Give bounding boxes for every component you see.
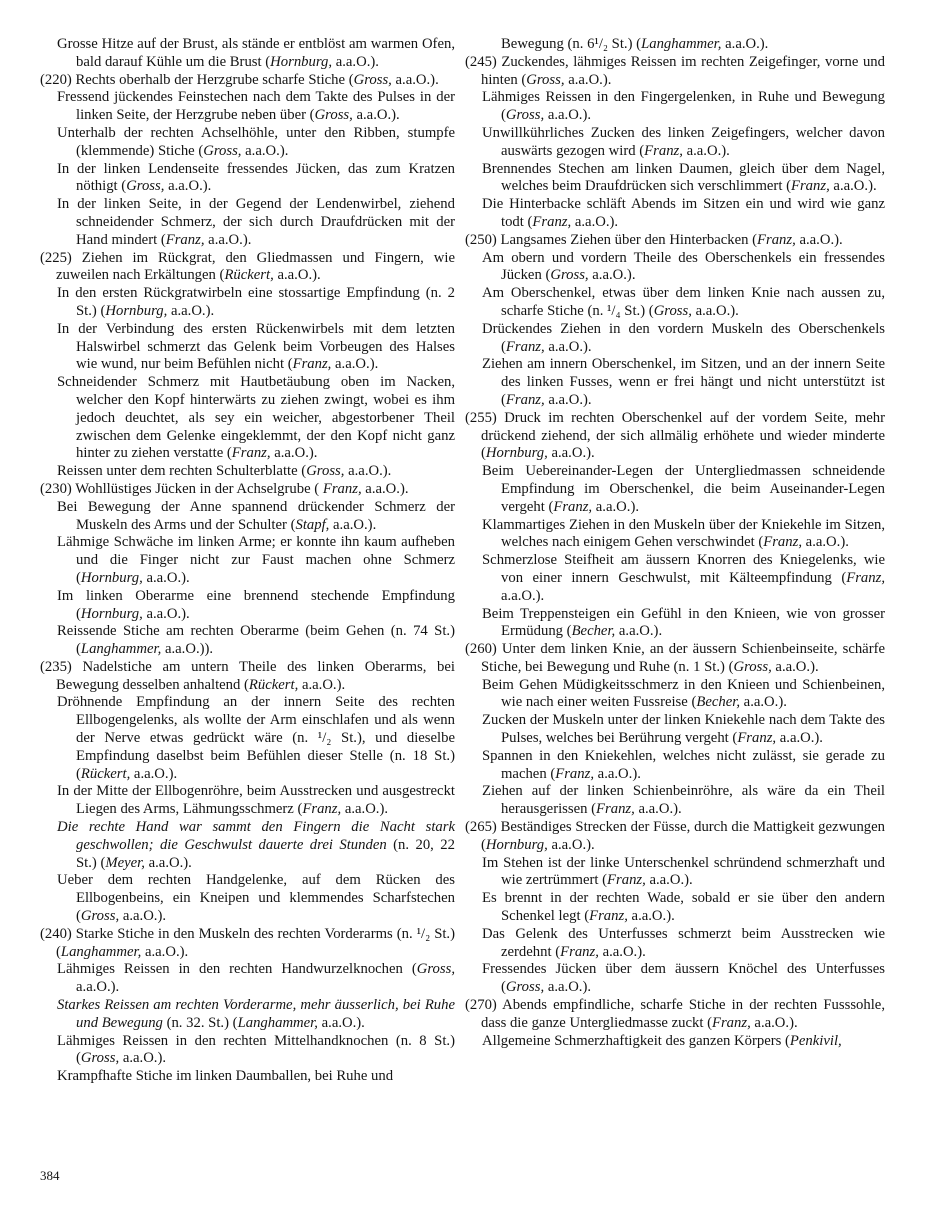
symptom-text: Schneidender Schmerz mit Hautbetäubung oben im Nacken, welcher den Kopf hinterwärts zu ziehen zwingt, wobei es ihm jedoch deuchtet, als sey ein weicher, abgestorbener Theil zwischen dem Gelenke eingeklemmt, der den Kopf nicht ganz hinter zu ziehen verstatte ( bbox=[57, 374, 455, 462]
symptom-text: a.a.O.). bbox=[740, 694, 787, 711]
source-citation-text: Franz, bbox=[322, 480, 362, 497]
symptom-text: a.a.O.). bbox=[130, 765, 178, 782]
entry-paragraph bbox=[40, 872, 455, 925]
source-citation-text: Franz, bbox=[165, 231, 205, 248]
symptom-text: a.a.O.). bbox=[501, 587, 545, 604]
symptom-text: In der Verbindung des ersten Rückenwirbels mit dem letzten Halswirbel schmerzt das Gelenk beim Vorbeugen des Halses wie wund, nur beim Befühlen nicht ( bbox=[57, 320, 455, 373]
symptom-text: a.a.O.). bbox=[588, 267, 636, 284]
symptom-text: a.a.O.). bbox=[270, 445, 318, 462]
source-citation-text: Franz, bbox=[763, 534, 802, 551]
source-citation-text: Becher, bbox=[571, 623, 616, 640]
symptom-text: (235) Nadelstiche am untern Theile des linken Oberarms, bei Bewegung desselben anhaltend ( bbox=[40, 658, 455, 693]
entry-paragraph bbox=[465, 285, 885, 321]
entry-paragraph bbox=[465, 552, 885, 605]
symptom-text: Lähmiges Reissen in den rechten Mittelhandknochen (n. 8 St.) ( bbox=[57, 1032, 455, 1067]
symptom-text: Bewegung (n. 6¹/₂ St.) ( bbox=[501, 36, 642, 52]
source-citation-text: Hornburg, bbox=[80, 569, 143, 586]
symptom-text: (n. 32. St.) ( bbox=[162, 1014, 238, 1031]
symptom-text: Das Gelenk des Unterfusses schmerzt beim Ausstrecken wie zerdehnt ( bbox=[482, 925, 885, 960]
entry-paragraph bbox=[465, 819, 885, 855]
source-citation-text: Gross, bbox=[353, 71, 392, 88]
symptom-text: a.a.O.). bbox=[634, 801, 682, 818]
symptom-text: Bei Bewegung der Anne spannend drückender Schmerz der Muskeln des Arms und der Schulter ( bbox=[57, 498, 455, 533]
symptom-text: a.a.O.). bbox=[544, 107, 592, 124]
symptom-text: a.a.O.). bbox=[721, 36, 769, 52]
symptom-text: Lähmiges Reissen in den rechten Handwurzelknochen ( bbox=[57, 961, 417, 978]
source-citation-text: Franz, bbox=[292, 356, 332, 373]
symptom-text: a.a.O.). bbox=[164, 178, 212, 195]
symptom-text: a.a.O.). bbox=[141, 943, 189, 960]
symptom-text: a.a.O.). bbox=[592, 498, 640, 515]
symptom-text: Spannen in den Kniekehlen, welches nicht zulässt, sie gerade zu machen ( bbox=[482, 747, 885, 782]
source-citation-text: Gross, bbox=[505, 979, 545, 996]
source-citation-text: Die rechte Hand war sammt den Fingern die Nacht stark geschwollen; die Geschwulst dauerte drei Stunden bbox=[57, 819, 455, 853]
symptom-text: a.a.O.). bbox=[119, 908, 167, 925]
symptom-text: Im Stehen ist der linke Unterschenkel schründend schmerzhaft und wie zertrümmert ( bbox=[482, 854, 885, 889]
entry-paragraph bbox=[40, 926, 455, 962]
page-number: 384 bbox=[40, 1168, 60, 1183]
symptom-text: Beim Uebereinander-Legen der Untergliedmassen schneidende Empfindung im Oberschenkel, die beim Auseinander-Legen vergeht ( bbox=[482, 463, 885, 515]
entry-paragraph bbox=[40, 819, 455, 872]
entry-paragraph bbox=[465, 36, 885, 54]
symptom-text: a.a.O.). bbox=[298, 676, 346, 693]
entry-paragraph bbox=[40, 285, 455, 321]
two-column-text-block bbox=[40, 36, 885, 1086]
symptom-text: Ziehen am innern Oberschenkel, im Sitzen, und an der innern Seite des linken Fusses, wenn er frei hängt und nicht unterstützt ist ( bbox=[482, 356, 885, 408]
source-citation-text: Rückert, bbox=[224, 267, 274, 284]
symptom-text: (230) Wohllüstiges Jücken in der Achselgrube ( bbox=[40, 480, 323, 497]
source-citation-text: Franz, bbox=[644, 142, 683, 159]
source-citation-text: Rückert, bbox=[248, 676, 299, 693]
source-citation-text: Franz, bbox=[532, 213, 572, 230]
source-citation-text: Franz, bbox=[846, 569, 885, 586]
symptom-text: Beim Gehen Müdigkeitsschmerz in den Knieen und Schienbeinen, wie nach einer weiten Fussreise ( bbox=[482, 676, 885, 711]
source-citation-text: Franz, bbox=[553, 498, 593, 515]
source-citation-text: Starkes Reissen am rechten Vorderarme, mehr äusserlich, bei Ruhe und Bewegung bbox=[57, 997, 455, 1031]
symptom-text: In der linken Lendenseite fressendes Jücken, das zum Kratzen nöthigt ( bbox=[57, 160, 455, 195]
symptom-text: Am obern und vordern Theile des Oberschenkels ein fressendes Jücken ( bbox=[482, 249, 885, 284]
symptom-text: (255) Druck im rechten Oberschenkel auf der vordem Seite, mehr drückend ziehend, der sich allmälig erhöhete und wieder minderte ( bbox=[465, 409, 885, 462]
entry-paragraph bbox=[465, 410, 885, 463]
symptom-text: (220) Rechts oberhalb der Herzgrube scharfe Stiche ( bbox=[40, 71, 354, 88]
symptom-text: a.a.O.). bbox=[119, 1050, 167, 1067]
symptom-text: Fressend jückendes Feinstechen nach dem Takte des Pulses in der linken Seite, der Herzgrube neben über ( bbox=[57, 89, 455, 124]
entry-paragraph bbox=[465, 890, 885, 926]
source-citation-text: Hornburg, bbox=[485, 445, 548, 462]
source-citation-text: Franz, bbox=[737, 730, 777, 747]
source-citation-text: Gross, bbox=[653, 302, 692, 319]
symptom-text: Brennendes Stechen am linken Daumen, gleich über dem Nagel, welches beim Draufdrücken sich verschlimmert ( bbox=[482, 160, 885, 195]
symptom-text: Lähmige Schwäche im linken Arme; er konnte ihn kaum aufheben und die Finger nicht zur Faust machen ohne Schmerz ( bbox=[57, 534, 455, 586]
entry-paragraph bbox=[465, 89, 885, 125]
source-citation-text: Gross, bbox=[550, 267, 589, 284]
symptom-text: In der linken Seite, in der Gegend der Lendenwirbel, ziehend schneidender Schmerz, der sich durch Draufdrücken mit der Hand mindert ( bbox=[57, 196, 455, 248]
symptom-text: a.a.O.). bbox=[76, 979, 120, 996]
symptom-text: a.a.O.). bbox=[544, 338, 592, 355]
source-citation-text: Franz, bbox=[790, 178, 830, 195]
symptom-text: a.a.O.). bbox=[204, 231, 252, 248]
entry-paragraph bbox=[40, 250, 455, 286]
source-citation-text: Hornburg, bbox=[270, 53, 333, 70]
right-text-column bbox=[465, 36, 885, 1050]
entry-paragraph bbox=[40, 783, 455, 819]
source-citation-text: Gross, bbox=[126, 178, 165, 195]
entry-paragraph bbox=[465, 517, 885, 553]
symptom-text: (270) Abends empfindliche, scharfe Stiche in der rechten Fusssohle, dass die ganze Untergliedmasse zuckt ( bbox=[465, 997, 885, 1031]
entry-paragraph bbox=[465, 161, 885, 197]
source-citation-text: Franz, bbox=[757, 231, 796, 248]
symptom-text: a.a.O.). bbox=[142, 569, 190, 586]
source-citation-text: Franz, bbox=[302, 801, 342, 818]
symptom-text: Klammartiges Ziehen in den Muskeln über der Kniekehle im Sitzen, welches nach einigem Gehen verschwindet ( bbox=[482, 516, 885, 551]
source-citation-text: Franz, bbox=[560, 943, 599, 960]
source-citation-text: Gross, bbox=[416, 961, 455, 978]
source-citation-text: Franz, bbox=[711, 1014, 751, 1031]
entry-paragraph bbox=[465, 54, 885, 90]
symptom-text: In der Mitte der Ellbogenröhre, beim Ausstrecken und ausgestreckt Liegen des Arms, Lähmungsschmerz ( bbox=[57, 783, 455, 818]
source-citation-text: Franz, bbox=[231, 445, 271, 462]
symptom-text: a.a.O.). bbox=[776, 730, 823, 747]
entry-paragraph bbox=[40, 659, 455, 695]
symptom-text: a.a.O.). bbox=[802, 534, 849, 551]
symptom-text: a.a.O.). bbox=[750, 1014, 798, 1031]
source-citation-text: Gross, bbox=[314, 107, 353, 124]
symptom-text: Fressendes Jücken über dem äussern Knöchel des Unterfusses ( bbox=[482, 961, 885, 996]
entry-paragraph bbox=[40, 534, 455, 587]
symptom-text: a.a.O.). bbox=[144, 854, 192, 871]
symptom-text: Dröhnende Empfindung an der innern Seite des rechten Ellbogengelenks, als wollte der Arm einschlafen und als wenn der Nerve etwas gedrückt wäre (n. ¹/₂ St.), und dieselbe Empfindung daselbst beim Befühlen dieser Stelle (n. 18 St.) ( bbox=[57, 694, 455, 782]
entry-paragraph bbox=[465, 748, 885, 784]
source-citation-text: Becher, bbox=[696, 694, 740, 711]
source-citation-text: Franz, bbox=[505, 338, 545, 355]
symptom-text: Ueber dem rechten Handgelenke, auf dem Rücken des Ellbogenbeins, ein Kneipen und klemmendes Scharfstechen ( bbox=[57, 872, 455, 925]
source-citation-text: Hornburg, bbox=[485, 836, 548, 853]
symptom-text: a.a.O.). bbox=[544, 391, 592, 408]
source-citation-text: Franz, bbox=[607, 872, 646, 889]
symptom-text: Unterhalb der rechten Achselhöhle, unter den Ribben, stumpfe (klemmende) Stiche ( bbox=[57, 124, 455, 159]
source-citation-text: Franz, bbox=[505, 391, 545, 408]
entry-paragraph bbox=[465, 712, 885, 748]
symptom-text: Lähmiges Reissen in den Fingergelenken, in Ruhe und Bewegung ( bbox=[482, 89, 885, 124]
symptom-text: Reissende Stiche am rechten Oberarme (beim Gehen (n. 74 St.) ( bbox=[57, 623, 455, 658]
entry-paragraph bbox=[465, 997, 885, 1033]
symptom-text: a.a.O.). bbox=[332, 53, 379, 70]
entry-paragraph bbox=[465, 321, 885, 357]
symptom-text: (240) Starke Stiche in den Muskeln des rechten Vorderarms (n. ¹/₂ St.) ( bbox=[40, 925, 455, 960]
symptom-text: Schmerzlose Steifheit am äussern Knorren des Kniegelenks, wie von einer innern Geschwulst, mit Kälteempfindung ( bbox=[482, 552, 885, 586]
symptom-text: a.a.O.). bbox=[167, 302, 215, 319]
source-citation-text: Hornburg, bbox=[105, 302, 168, 319]
symptom-text: a.a.O.). bbox=[594, 765, 641, 782]
symptom-text: a.a.O.). bbox=[645, 872, 693, 889]
symptom-text: a.a.O.). bbox=[352, 107, 400, 124]
symptom-text: (225) Ziehen im Rückgrat, den Gliedmassen und Fingern, wie zuweilen nach Erkältungen ( bbox=[40, 249, 455, 284]
symptom-text: a.a.O.). bbox=[341, 801, 389, 818]
source-citation-text: Franz, bbox=[555, 765, 594, 782]
symptom-text: Unwillkührliches Zucken des linken Zeigefingers, welcher davon auswärts gezogen wird ( bbox=[482, 124, 885, 159]
entry-paragraph bbox=[40, 321, 455, 374]
symptom-text: a.a.O.). bbox=[344, 463, 392, 480]
symptom-text: a.a.O.). bbox=[241, 142, 289, 159]
symptom-text: a.a.O.). bbox=[615, 623, 663, 640]
source-citation-text: Gross, bbox=[203, 142, 242, 159]
source-citation-text: Langhammer, bbox=[641, 36, 722, 52]
symptom-text: Es brennt in der rechten Wade, sobald er sie über den andern Schenkel legt ( bbox=[482, 890, 885, 925]
entry-paragraph bbox=[465, 961, 885, 997]
entry-paragraph bbox=[465, 783, 885, 819]
source-citation-text: Gross, bbox=[733, 658, 772, 675]
entry-paragraph bbox=[40, 694, 455, 783]
source-citation-text: Gross, bbox=[80, 908, 120, 925]
entry-paragraph bbox=[465, 356, 885, 409]
symptom-text: Drückendes Ziehen in den vordern Muskeln des Oberschenkels ( bbox=[482, 320, 885, 355]
symptom-text: a.a.O.). bbox=[771, 658, 819, 675]
symptom-text: a.a.O.). bbox=[627, 908, 675, 925]
symptom-text: Allgemeine Schmerzhaftigkeit des ganzen Körpers ( bbox=[482, 1032, 790, 1049]
symptom-text: a.a.O.). bbox=[682, 142, 730, 159]
symptom-text: a.a.O.). bbox=[391, 71, 439, 88]
symptom-text: Die Hinterbacke schläft Abends im Sitzen ein und wird wie ganz todt ( bbox=[482, 196, 885, 230]
symptom-text: a.a.O.). bbox=[829, 178, 877, 195]
symptom-text: a.a.O.). bbox=[361, 480, 409, 497]
symptom-text: (265) Beständiges Strecken der Füsse, durch die Mattigkeit gezwungen ( bbox=[465, 819, 885, 853]
entry-paragraph bbox=[40, 161, 455, 197]
entry-paragraph bbox=[465, 1033, 885, 1051]
entry-paragraph bbox=[40, 89, 455, 125]
entry-paragraph bbox=[40, 997, 455, 1033]
symptom-text: a.a.O.). bbox=[795, 231, 843, 248]
symptom-text: a.a.O.). bbox=[544, 979, 592, 996]
source-citation-text: Gross, bbox=[80, 1050, 120, 1067]
source-citation-text: Franz, bbox=[596, 801, 635, 818]
source-citation-text: Gross, bbox=[526, 71, 565, 88]
symptom-text: Reissen unter dem rechten Schulterblatte ( bbox=[57, 463, 307, 480]
source-citation-text: Rückert, bbox=[80, 765, 131, 782]
source-citation-text: Meyer, bbox=[105, 854, 145, 871]
entry-paragraph bbox=[40, 499, 455, 535]
entry-paragraph bbox=[40, 1068, 455, 1086]
symptom-text: Im linken Oberarme eine brennend stechende Empfindung ( bbox=[57, 587, 455, 622]
left-text-column bbox=[40, 36, 455, 1086]
source-citation-text: Langhammer, bbox=[60, 943, 142, 960]
entry-paragraph bbox=[40, 1033, 455, 1069]
entry-paragraph bbox=[465, 125, 885, 161]
source-citation-text: Hornburg, bbox=[80, 605, 143, 622]
symptom-text: a.a.O.). bbox=[564, 71, 612, 88]
source-citation-text: Franz, bbox=[589, 908, 628, 925]
entry-paragraph bbox=[465, 677, 885, 713]
entry-paragraph bbox=[465, 606, 885, 642]
symptom-text: a.a.O.). bbox=[571, 213, 619, 230]
source-citation-text: Gross, bbox=[306, 463, 345, 480]
entry-paragraph bbox=[40, 588, 455, 624]
entry-paragraph bbox=[465, 196, 885, 232]
entry-paragraph bbox=[40, 125, 455, 161]
symptom-text: Ziehen auf der linken Schienbeinröhre, als wäre da ein Theil herausgerissen ( bbox=[482, 783, 885, 818]
entry-paragraph bbox=[40, 196, 455, 249]
symptom-text: a.a.O.). bbox=[331, 356, 379, 373]
symptom-text: a.a.O.). bbox=[598, 943, 646, 960]
entry-paragraph bbox=[40, 463, 455, 481]
symptom-text: a.a.O.). bbox=[547, 445, 595, 462]
symptom-text: a.a.O.). bbox=[547, 836, 595, 853]
entry-paragraph bbox=[465, 232, 885, 250]
entry-paragraph bbox=[40, 961, 455, 997]
symptom-text: Grosse Hitze auf der Brust, als stände er entblöst am warmen Ofen, bald darauf Kühle um die Brust ( bbox=[57, 36, 455, 70]
entry-paragraph bbox=[40, 374, 455, 463]
symptom-text: In den ersten Rückgratwirbeln eine stossartige Empfindung (n. 2 St.) ( bbox=[57, 285, 455, 319]
symptom-text: (250) Langsames Ziehen über den Hinterbacken ( bbox=[465, 231, 758, 248]
entry-paragraph bbox=[40, 623, 455, 659]
symptom-text: a.a.O.)). bbox=[161, 641, 214, 658]
symptom-text: (n. 20, 22 St.) ( bbox=[76, 836, 455, 871]
symptom-text: a.a.O.). bbox=[142, 605, 190, 622]
entry-paragraph bbox=[465, 463, 885, 516]
entry-paragraph bbox=[40, 72, 455, 90]
symptom-text: (245) Zuckendes, lähmiges Reissen im rechten Zeigefinger, vorne und hinten ( bbox=[465, 53, 885, 88]
entry-paragraph bbox=[465, 250, 885, 286]
entry-paragraph bbox=[465, 641, 885, 677]
symptom-text: a.a.O.). bbox=[317, 1014, 365, 1031]
symptom-text: (260) Unter dem linken Knie, an der äussern Schienbeinseite, schärfe Stiche, bei Bewegung und Ruhe (n. 1 St.) ( bbox=[465, 641, 885, 675]
source-citation-text: Stapf, bbox=[295, 516, 330, 533]
entry-paragraph bbox=[465, 926, 885, 962]
symptom-text: Am Oberschenkel, etwas über dem linken Knie nach aussen zu, scharfe Stiche (n. ¹/₄ St.) ( bbox=[482, 285, 885, 319]
source-citation-text: Langhammer, bbox=[80, 641, 162, 658]
symptom-text: a.a.O.). bbox=[329, 516, 377, 533]
source-citation-text: Langhammer, bbox=[237, 1014, 318, 1031]
symptom-text: Zucken der Muskeln unter der linken Kniekehle nach dem Takte des Pulses, welches bei Berührung vergeht ( bbox=[482, 712, 885, 747]
source-citation-text: Penkivil, bbox=[789, 1032, 842, 1049]
entry-paragraph bbox=[465, 855, 885, 891]
entry-paragraph bbox=[40, 36, 455, 72]
source-citation-text: Gross, bbox=[505, 107, 545, 124]
symptom-text: Krampfhafte Stiche im linken Daumballen, bei Ruhe und bbox=[57, 1068, 394, 1085]
symptom-text: a.a.O.). bbox=[691, 302, 739, 319]
symptom-text: Beim Treppensteigen ein Gefühl in den Knieen, wie von grosser Ermüdung ( bbox=[482, 605, 885, 640]
entry-paragraph bbox=[40, 481, 455, 499]
symptom-text: a.a.O.). bbox=[273, 267, 321, 284]
